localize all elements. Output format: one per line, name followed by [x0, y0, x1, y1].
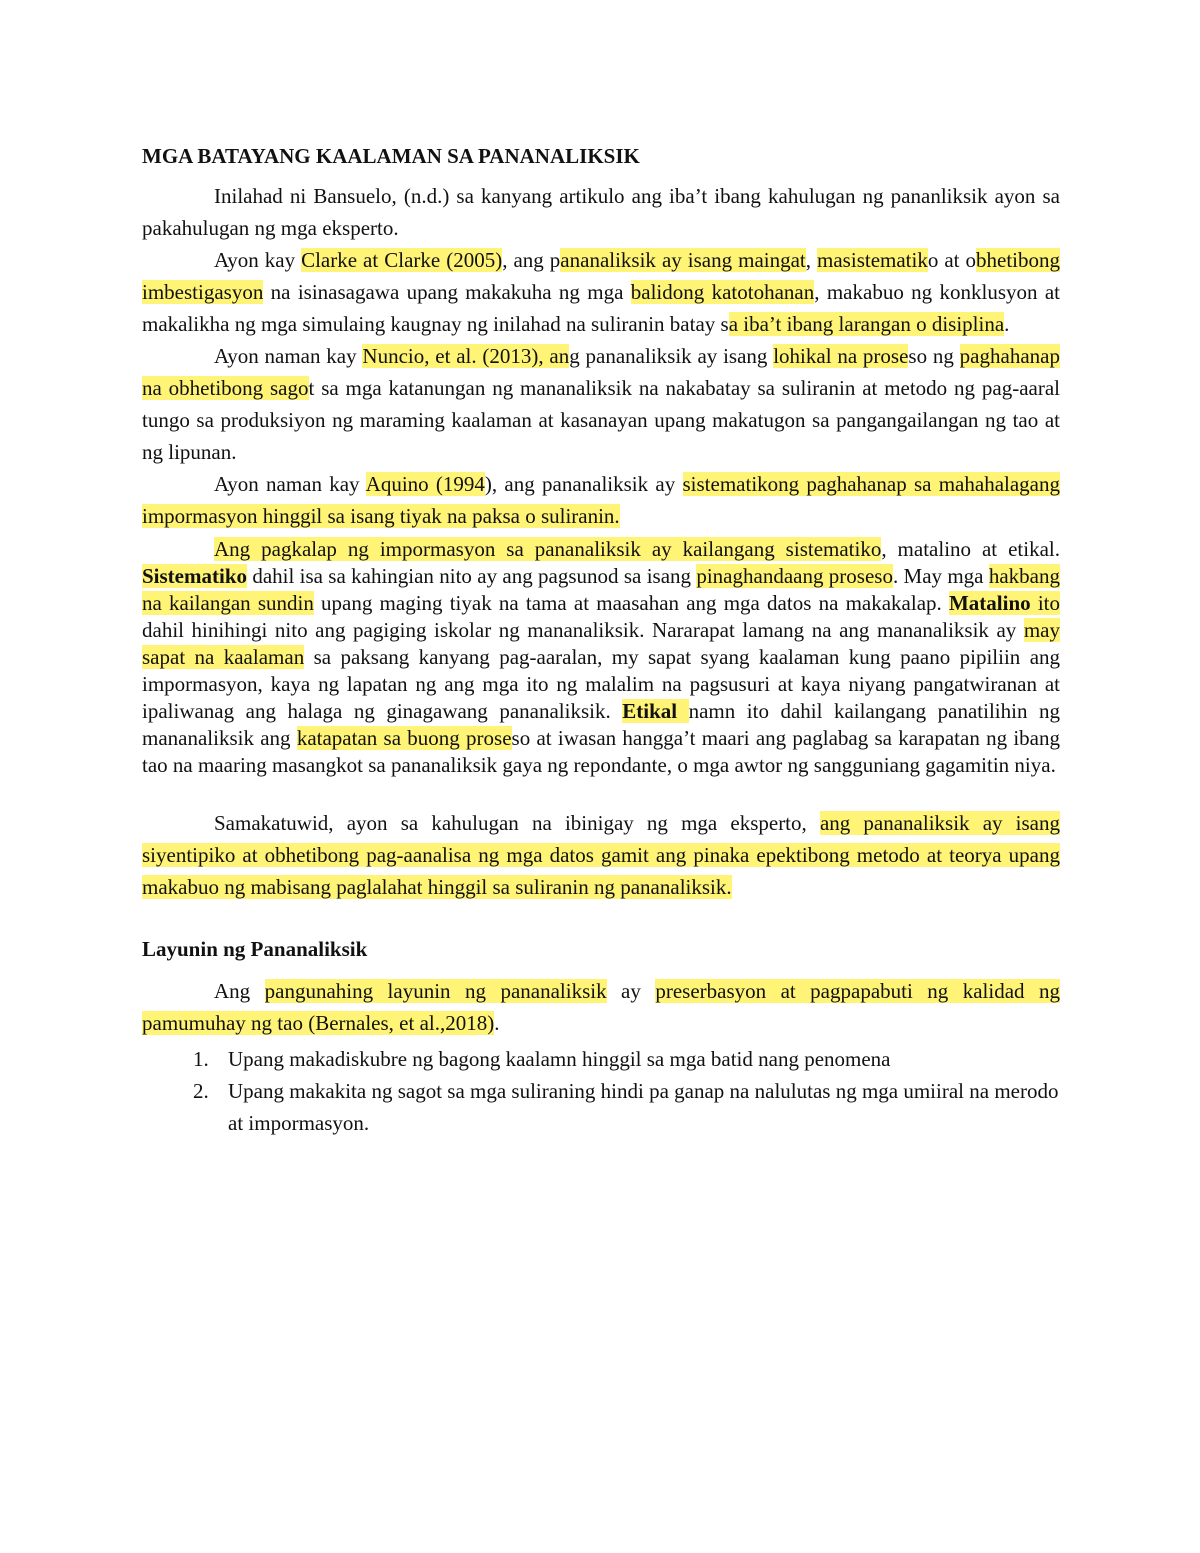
text-run: ay	[606, 979, 656, 1003]
list-item: 2. Upang makakita ng sagot sa mga suliraning hindi pa ganap na nalulutas ng mga umiiral na merodo at impormasyon.	[214, 1075, 1060, 1139]
text-run: dahil hinihingi nito ang pagiging iskolar ng mananaliksik. Nararapat lamang na ang mananaliksik ay	[142, 618, 1024, 642]
highlighted-text: pinaghandaang proseso	[696, 564, 893, 588]
highlighted-text: Aquino (1994	[365, 472, 485, 496]
text-run: . May mga	[892, 564, 989, 588]
text-run: .	[494, 1011, 500, 1035]
text-run: .	[1004, 312, 1010, 336]
paragraph-layunin	[142, 975, 1060, 1039]
text-run: ,	[805, 248, 818, 272]
text-run: namn ito dahil kailangang panatilihin ng mananaliksik ang	[142, 699, 1060, 750]
text-run: , matalino at etikal.	[881, 537, 1060, 561]
highlighted-text: Etikal	[622, 699, 689, 723]
highlighted-text: paghahanap na obhetibong sago	[142, 344, 1060, 400]
section-heading-layunin: Layunin ng Pananaliksik	[142, 937, 368, 961]
paragraph-clarke	[142, 244, 1060, 340]
text-run: so ng	[908, 344, 960, 368]
document-body	[142, 140, 1060, 1139]
text-run: Ayon kay	[214, 248, 302, 272]
text-run: t sa mga katanungan ng mananaliksik na nakabatay sa suliranin at metodo ng pag-aaral tungo sa produksiyon ng maraming kaalaman at kasanayan upang makatugon sa pangangailangan ng tao at ng lipunan.	[142, 376, 1060, 464]
highlighted-text: Matalino	[948, 591, 1031, 615]
text-run: , ang p	[502, 248, 561, 272]
text-run: Samakatuwid, ayon sa kahulugan na ibinigay ng mga eksperto,	[214, 811, 820, 835]
highlighted-text: hakbang na kailangan sundin	[142, 564, 1060, 615]
objectives-list	[142, 1043, 1060, 1139]
highlighted-text: sistematikong paghahanap sa mahahalagang impormasyon hinggil sa isang tiyak na paksa o suliranin.	[142, 472, 1060, 528]
highlighted-text: Sistematiko	[142, 564, 247, 588]
paragraph-nuncio	[142, 340, 1060, 468]
text-run: sa paksang kanyang pag-aaralan, my sapat syang kaalaman kung paano pipiliin ang impormasyon, kaya ng lapatan ng ang mga ito ng malalim na pagsusuri at kaya niyang pangatwiranan at ipaliwanag ang halaga ng ginagawang pananaliksik.	[142, 645, 1061, 723]
highlighted-text: preserbasyon at pagpapabuti ng kalidad ng pamumuhay ng tao (Bernales, et al.,2018)	[142, 979, 1060, 1035]
highlighted-text: a iba’t ibang larangan o disiplina	[728, 312, 1005, 336]
highlighted-text: lohikal na prose	[773, 344, 909, 368]
highlighted-text: balidong katotohanan	[630, 280, 815, 304]
text-run: so at iwasan hangga’t maari ang paglabag sa karapatan ng ibang tao na maaring masangkot sa pananaliksik gaya ng repondante, o mga awtor ng sangguniang gagamitin niya.	[142, 726, 1060, 777]
text-run: upang maging tiyak na tama at maasahan ang mga datos na makakalap.	[313, 591, 949, 615]
text-run: o at o	[927, 248, 977, 272]
highlighted-text: ito	[1030, 591, 1060, 615]
text-run: na isinasagawa upang makakuha ng mga	[263, 280, 631, 304]
highlighted-text: katapatan sa buong prose	[296, 726, 512, 750]
text-run: , makabuo ng konklusyon at makalikha ng mga simulaing kaugnay ng inilahad na suliranin batay s	[142, 280, 1061, 336]
highlighted-text: may sapat na kaalaman	[142, 618, 1060, 669]
document-title: MGA BATAYANG KAALAMAN SA PANANALIKSIK	[142, 144, 640, 168]
highlighted-text: pangunahing layunin ng pananaliksik	[264, 979, 607, 1003]
text-run: Inilahad ni Bansuelo, (n.d.) sa kanyang artikulo ang iba’t ibang kahulugan ng pananliksik ayon sa pakahulugan ng mga eksperto.	[142, 184, 1060, 240]
text-run: Ayon naman kay	[214, 472, 366, 496]
highlighted-text: masistematik	[817, 248, 928, 272]
highlighted-text: bhetibong imbestigasyon	[142, 248, 1061, 304]
paragraph-ethics	[142, 536, 1060, 779]
text-run: dahil isa sa kahingian nito ay ang pagsunod sa isang	[247, 564, 697, 588]
highlighted-text: Nuncio, et al. (2013), an	[362, 344, 570, 368]
paragraph-aquino	[142, 468, 1060, 532]
highlighted-text: Ang pagkalap ng impormasyon sa pananaliksik ay kailangang sistematiko	[214, 537, 882, 561]
text-run: Ang	[214, 979, 265, 1003]
highlighted-text: Clarke at Clarke (2005)	[301, 248, 503, 272]
paragraph-conclusion	[142, 807, 1060, 903]
highlighted-text: ang pananaliksik ay isang siyentipiko at obhetibong pag-aanalisa ng mga datos gamit ang pinaka epektibong metodo at teorya upang makabuo ng mabisang paglalahat hinggil sa suliranin ng pananaliksik.	[142, 811, 1061, 899]
text-run: ), ang pananaliksik ay	[484, 472, 683, 496]
text-run: g pananaliksik ay isang	[569, 344, 774, 368]
list-item: 1. Upang makadiskubre ng bagong kaalamn hinggil sa mga batid nang penomena	[214, 1043, 1060, 1075]
text-run: Ayon naman kay	[214, 344, 363, 368]
paragraph-bansuelo	[142, 180, 1060, 244]
highlighted-text: ananaliksik ay isang maingat	[560, 248, 806, 272]
